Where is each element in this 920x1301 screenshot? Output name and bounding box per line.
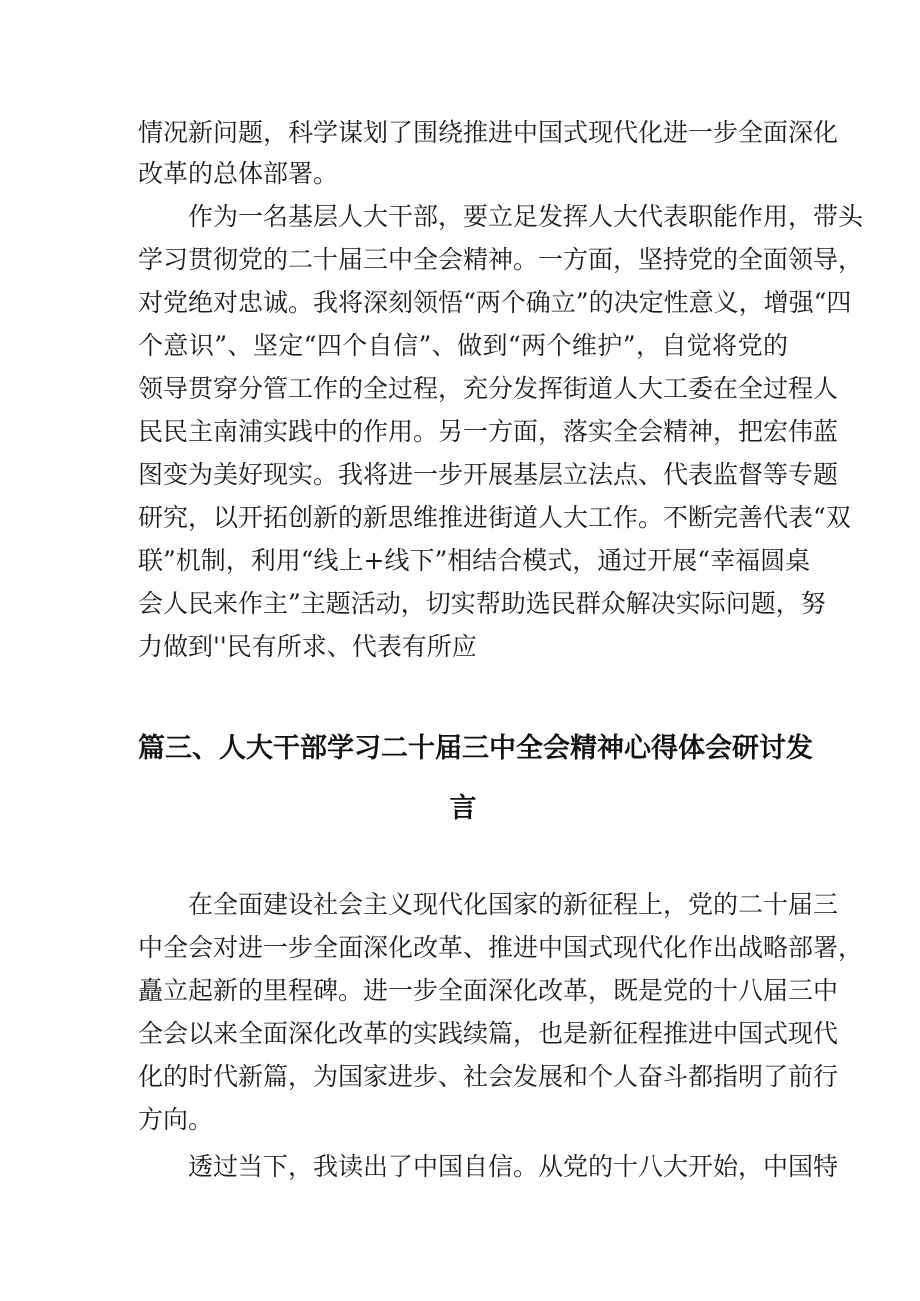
paragraph-line: 个意识”、坚定“四个自信”、做到“两个维护”，自觉将党的 <box>138 331 788 360</box>
paragraph-line: 透过当下，我读出了中国自信。从党的十八大开始，中国特 <box>188 1152 839 1181</box>
paragraph-line: 会人民来作主”主题活动，切实帮助选民群众解决实际问题，努 <box>138 589 826 618</box>
paragraph-line: 学习贯彻党的二十届三中全会精神。一方面，坚持党的全面领导， <box>138 245 864 274</box>
paragraph-line: 领导贯穿分管工作的全过程，充分发挥街道人大工委在全过程人 <box>138 374 839 403</box>
paragraph-line: 情况新问题，科学谋划了围绕推进中国式现代化进一步全面深化 <box>138 118 839 147</box>
section-heading-continuation: 言 <box>449 793 477 824</box>
paragraph-line: 联”机制，利用“线上+线下”相结合模式，通过开展“幸福圆桌 <box>138 546 811 575</box>
paragraph-line: 化的时代新篇，为国家进步、社会发展和个人奋斗都指明了前行 <box>138 1062 839 1091</box>
paragraph-line: 对党绝对忠诚。我将深刻领悟“两个确立”的决定性意义，增强“四 <box>138 288 852 317</box>
paragraph-line: 全会以来全面深化改革的实践续篇，也是新征程推进中国式现代 <box>138 1019 839 1048</box>
paragraph-line: 力做到''民有所求、代表有所应 <box>138 632 477 661</box>
section-heading: 篇三、人大干部学习二十届三中全会精神心得体会研讨发 <box>138 733 813 764</box>
paragraph-line: 中全会对进一步全面深化改革、推进中国式现代化作出战略部署， <box>138 933 864 962</box>
paragraph-line: 方向。 <box>138 1105 214 1134</box>
paragraph-line: 民民主南浦实践中的作用。另一方面，落实全会精神，把宏伟蓝 <box>138 417 839 446</box>
paragraph-line: 研究，以开拓创新的新思维推进街道人大工作。不断完善代表“双 <box>138 503 851 532</box>
paragraph-line: 矗立起新的里程碑。进一步全面深化改革，既是党的十八届三中 <box>138 976 839 1005</box>
paragraph-line: 作为一名基层人大干部，要立足发挥人大代表职能作用，带头 <box>188 202 864 231</box>
paragraph-line: 在全面建设社会主义现代化国家的新征程上，党的二十届三 <box>188 890 839 919</box>
paragraph-line: 改革的总体部署。 <box>138 159 339 188</box>
paragraph-line: 图变为美好现实。我将进一步开展基层立法点、代表监督等专题 <box>138 460 839 489</box>
